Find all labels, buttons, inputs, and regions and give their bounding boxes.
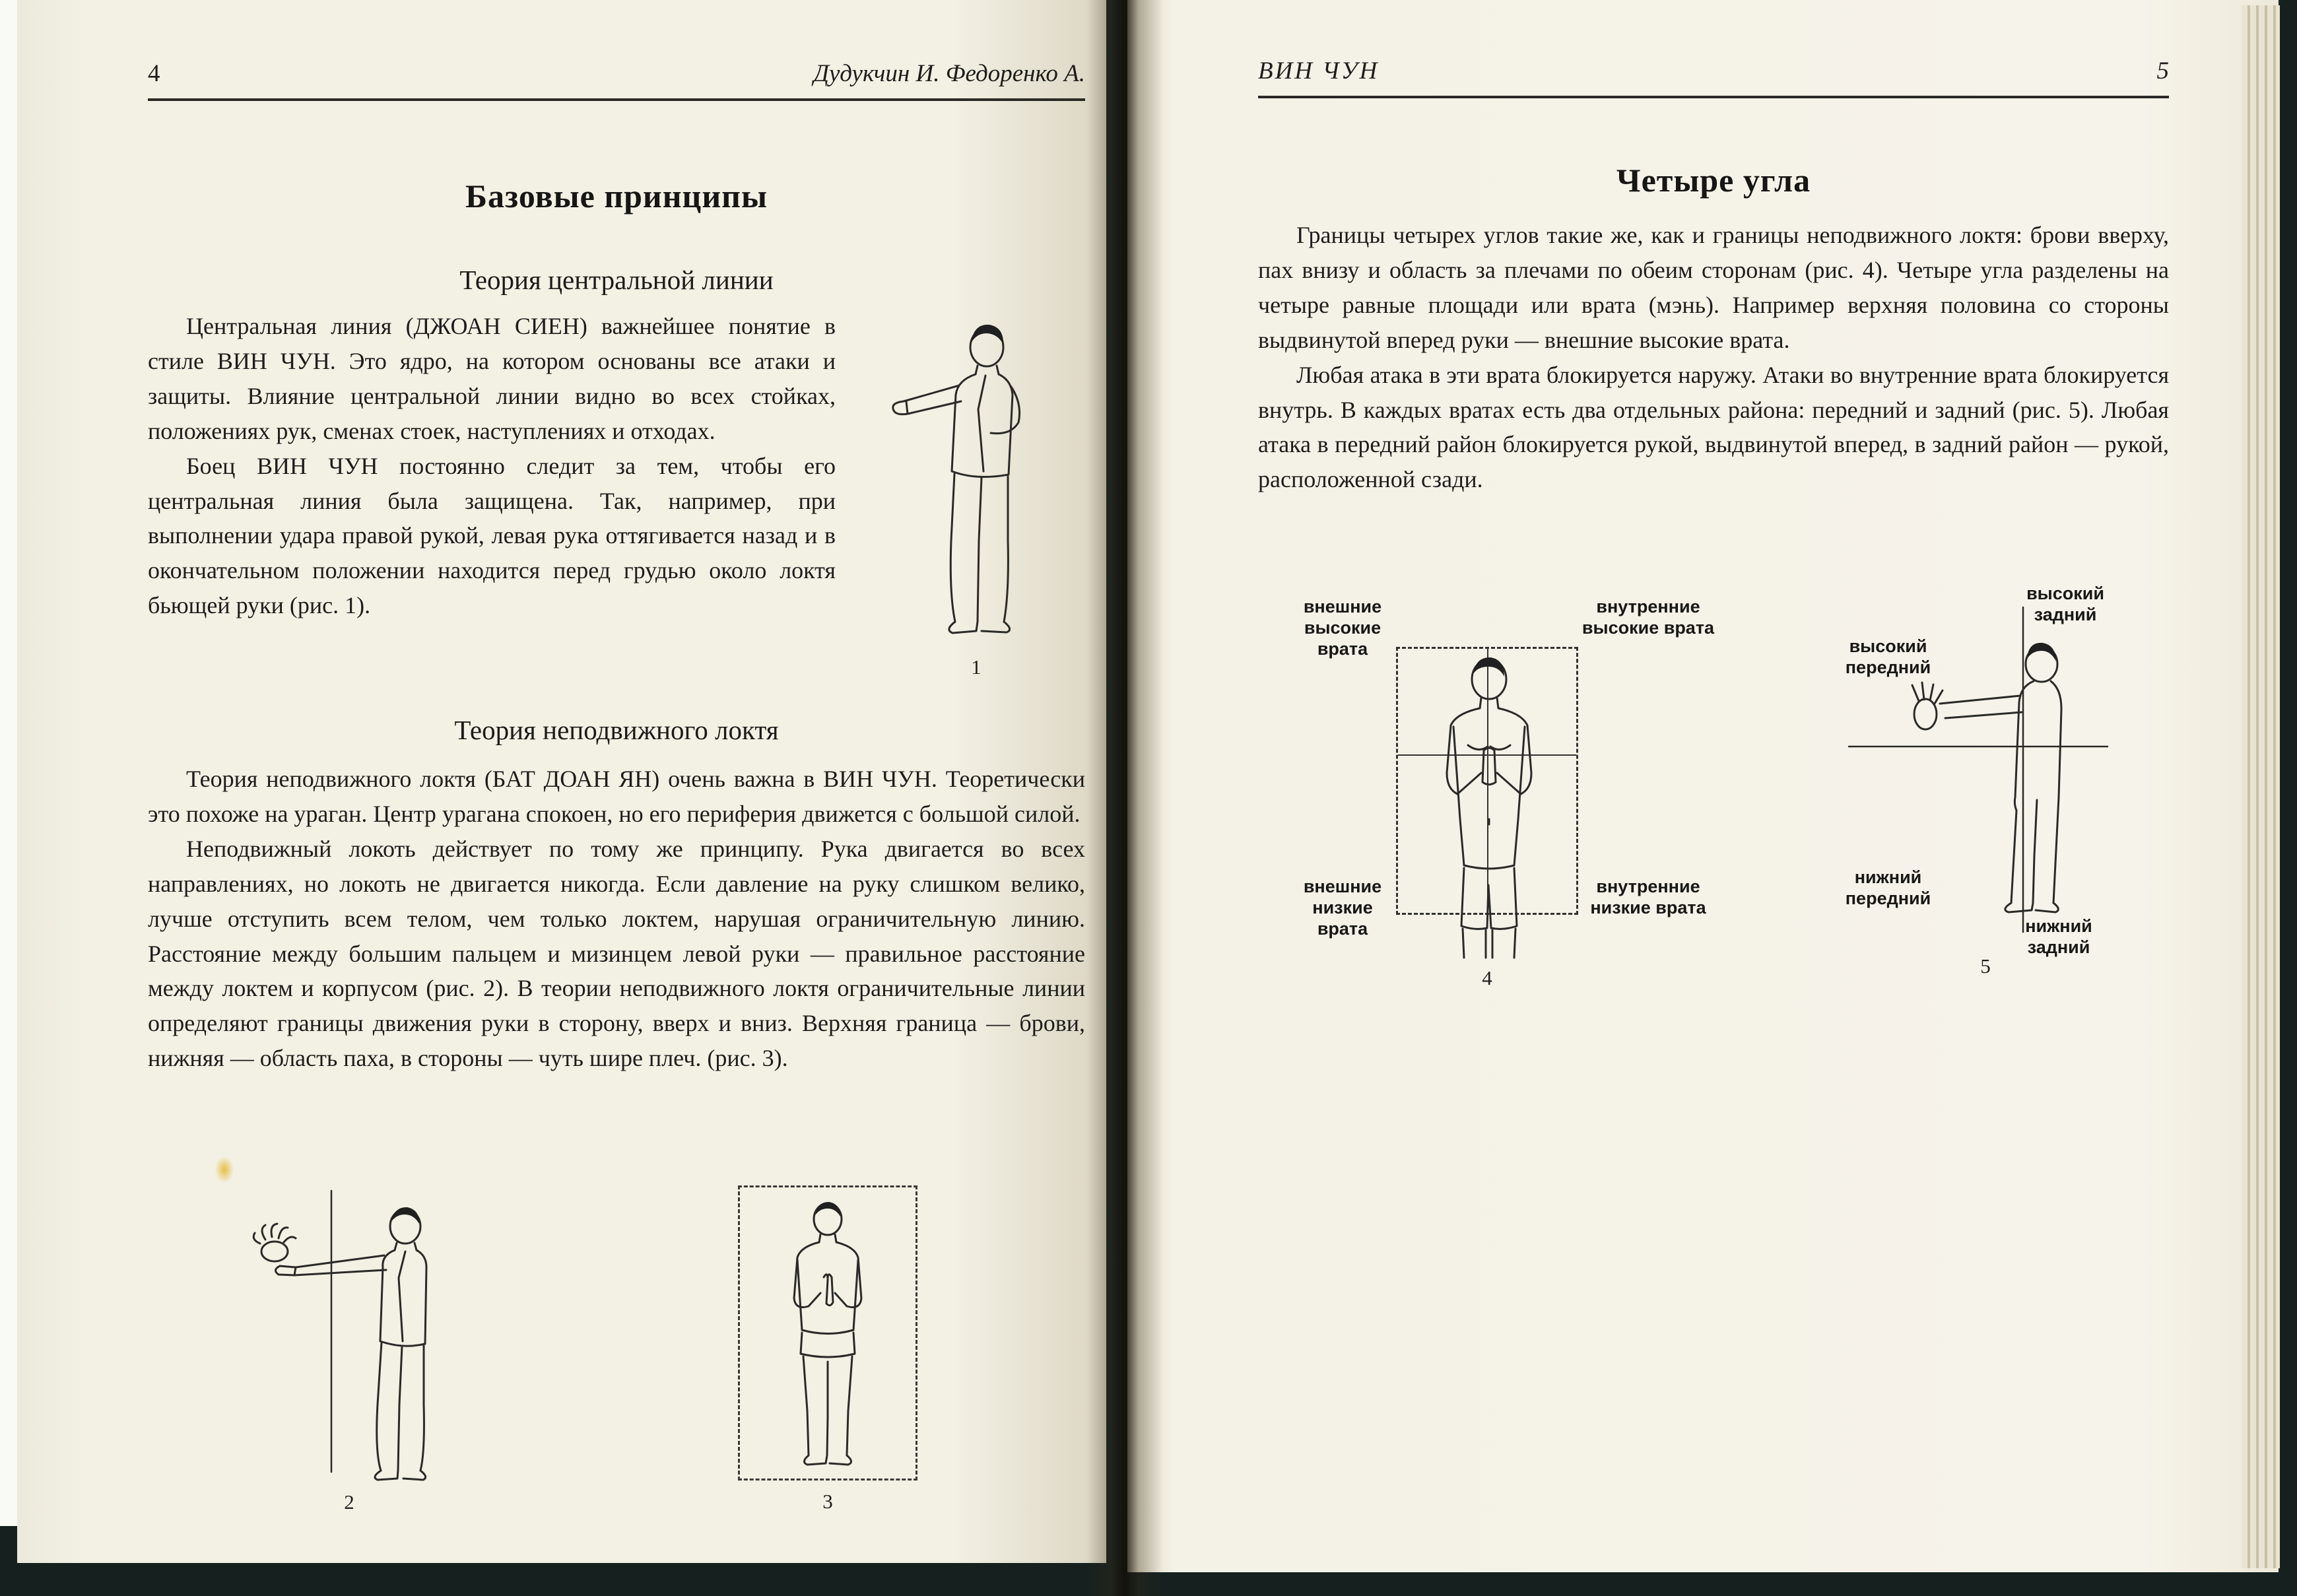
figure-3-drawing xyxy=(745,1193,910,1470)
figure-4-label-inner-high-gates: внутренние высокие врата xyxy=(1581,597,1715,638)
figure-4-drawing xyxy=(1398,646,1580,976)
figure-2-label: 2 xyxy=(344,1490,354,1513)
figure-4-label: 4 xyxy=(1482,966,1492,989)
paragraph-central-line-2: Боец ВИН ЧУН постоянно следит за тем, чтобы его центральная линия была защищена. Так, например, при выполнении удара правой рукой, левая рука оттягивается назад и в окончательном положении находится перед грудью около локтя бьющей руки (рис. 1). xyxy=(148,452,836,619)
running-header-right xyxy=(1258,57,2169,98)
page-number-right: 5 xyxy=(2156,57,2169,84)
figure-1-drawing xyxy=(877,313,1075,643)
figure-5-label: 5 xyxy=(1980,954,1991,978)
figure-4-label-inner-low-gates: внутренние низкие врата xyxy=(1590,877,1706,917)
paragraph-fixed-elbow-1: Теория неподвижного локтя (БАТ ДОАН ЯН) очень важна в ВИН ЧУН. Теоретически это похоже на ураган. Центр урагана спокоен, но его периферия движется с большой силой. xyxy=(148,766,1085,827)
figure-3 xyxy=(737,1185,919,1513)
paragraph-central-line-1: Центральная линия (ДЖОАН СИЕН) важнейшее понятие в стиле ВИН ЧУН. Это ядро, на котором основаны все атаки и защиты. Влияние центральной линии видно во всех стойках, положениях рук, сменах стоек, наступлениях и отходах. xyxy=(148,313,836,444)
paragraph-four-corners-2: Любая атака в эти врата блокируется наружу. Атаки во внутренние врата блокируется внутрь. В каждых вратах есть два отдельных района: передний и задний (рис. 5). Любая атака в передний район блокируется рукой, выдвинутой вперед, в задний район — рукой, расположенной сзади. xyxy=(1258,361,2169,493)
section-heading-fixed-elbow: Теория неподвижного локтя xyxy=(454,715,779,745)
figure-2-drawing xyxy=(231,1187,467,1481)
paper-stain xyxy=(215,1156,234,1183)
figure-4-label-outer-low-gates: внешние низкие врата xyxy=(1303,877,1382,939)
running-header-left xyxy=(148,59,1085,101)
section-four-corners xyxy=(1258,218,2169,497)
figure-5 xyxy=(1834,578,2137,1014)
section-heading-central-line: Теория центральной линии xyxy=(459,265,774,295)
running-header-book-title: ВИН ЧУН xyxy=(1258,57,1380,84)
figure-1-label: 1 xyxy=(971,655,982,679)
figure-4 xyxy=(1266,578,1731,1014)
figure-4-dashed-frame xyxy=(1396,647,1578,915)
section-fixed-elbow xyxy=(148,762,1085,1076)
paragraph-four-corners-1: Границы четырех углов такие же, как и границы неподвижного локтя: брови вверху, пах внизу и область за плечами по обеим сторонам (рис. 4). Четыре угла разделены на четыре равные площади или врата (мэнь). Например верхняя половина со стороны выдвинутой вперед руки — внешние высокие врата. xyxy=(1258,222,2169,353)
figure-3-label: 3 xyxy=(822,1490,833,1513)
figure-5-label-low-rear: нижний задний xyxy=(2025,916,2092,957)
paragraph-fixed-elbow-2: Неподвижный локоть действует по тому же принципу. Рука двигается во всех направлениях, но локоть не двигается никогда. Если давление на руку слишком велико, лучше отступить всем телом, чем только локтем, нарушая ограничительную линию. Расстояние между большим пальцем и мизинцем левой руки — правильное расстояние между локтем и корпусом (рис. 2). В теории неподвижного локтя ограничительные линии определяют границы движения руки в сторону, вверх и вниз. Верхняя граница — брови, нижняя — область паха, в стороны — чуть шире плеч. (рис. 3). xyxy=(148,835,1085,1072)
page-number-left: 4 xyxy=(148,60,160,87)
page-left xyxy=(17,0,1106,1563)
scanner-edge-left xyxy=(0,0,17,1526)
page-stack-edge xyxy=(2242,5,2280,1568)
chapter-title: Базовые принципы xyxy=(465,178,768,215)
figure-1 xyxy=(836,309,1085,682)
figure-5-label-high-rear: высокий задний xyxy=(2026,583,2104,624)
section-title-four-corners: Четыре угла xyxy=(1616,162,1811,199)
page-right xyxy=(1127,0,2279,1572)
running-header-authors: Дудукчин И. Федоренко А. xyxy=(813,60,1085,87)
figure-5-label-low-front: нижний передний xyxy=(1845,867,1931,908)
figure-3-dashed-frame xyxy=(738,1185,917,1480)
section-central-line xyxy=(148,309,1085,682)
figure-5-label-high-front: высокий передний xyxy=(1845,636,1931,677)
book-spine-shadow xyxy=(1086,0,1163,1596)
figure-4-label-outer-high-gates: внешние высокие врата xyxy=(1303,597,1382,659)
figure-2 xyxy=(227,1187,471,1514)
